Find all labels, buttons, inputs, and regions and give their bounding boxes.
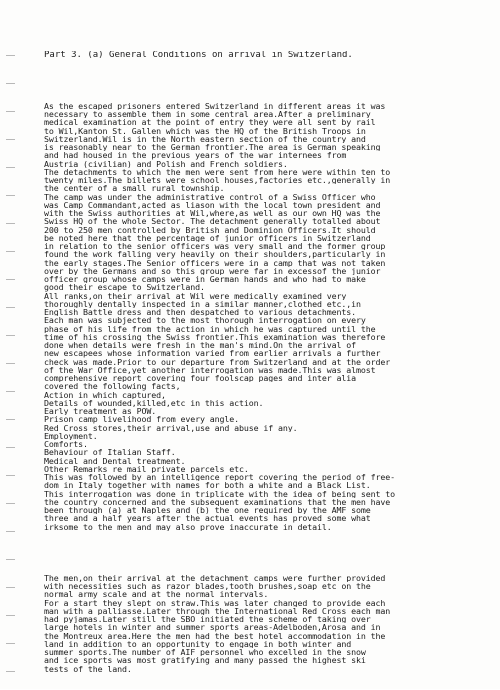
- text-line: For a start they slept on straw.This was later changed to provide each: [44, 598, 386, 607]
- text-line: This interrogation was done in triplicate with the idea of being sent to: [44, 489, 396, 498]
- margin-tick: [6, 55, 15, 56]
- text-line: Swiss HQ of the whole Sector. The detachment generally totalled about: [44, 217, 381, 226]
- text-line: new escapees whose information varied from earlier arrivals a further: [44, 349, 381, 358]
- margin-tick: [6, 475, 15, 476]
- margin-tick: [6, 139, 15, 140]
- margin-tick: [6, 559, 15, 560]
- text-line: with necessities such as razor blades,tooth brushes,soap etc on the: [44, 582, 371, 591]
- text-line: been through (a) at Naples and (b) the one required by the AMF some: [44, 506, 371, 515]
- text-line: Switzerland.Wil is in the North eastern section of the country and: [44, 134, 366, 143]
- margin-tick: [6, 587, 15, 588]
- text-line: Austria (civilian) and Polish and French soldiers.: [44, 159, 288, 168]
- text-line: the center of a small rural township.: [44, 184, 225, 193]
- text-line: check was made.Prior to our departure from Switzerland and at the order: [44, 357, 391, 366]
- text-line: The men,on their arrival at the detachment camps were further provided: [44, 573, 386, 582]
- text-line: All ranks,on their arrival at Wil were medically examined very: [44, 291, 347, 300]
- text-line: Behaviour of Italian Staff.: [44, 448, 176, 457]
- text-line: necessary to assemble them in some central area.After a preliminary: [44, 110, 371, 119]
- text-line: and had housed in the previous years of the war internees from: [44, 151, 347, 160]
- text-line: the early stages.The Senior officers were in a camp that was not taken: [44, 258, 386, 267]
- typed-text: [44, 34, 490, 689]
- text-line: large hotels in winter and summer sports areas-Adelboden,Arosa and in: [44, 623, 381, 632]
- text-line: medical examination at the point of entry they were all sent by rail: [44, 118, 376, 127]
- text-line: Red Cross stores,their arrival,use and abuse if any.: [44, 423, 298, 432]
- text-line: the country concerned and the subsequent examinations that the men have: [44, 497, 391, 506]
- text-line: was Camp Commandant,acted as liason with the local town president and: [44, 200, 381, 209]
- text-line: comprehensive report covering four foolscap pages and inter alia: [44, 374, 357, 383]
- text-line: Other Remarks re mail private parcels etc.: [44, 464, 249, 473]
- text-line: three and a half years after the actual events has proved some what: [44, 514, 371, 523]
- text-line: English Battle dress and then despatched to various detachments.: [44, 308, 357, 317]
- text-line: tests of the land.: [44, 664, 132, 673]
- margin-tick: [6, 503, 15, 504]
- block-gap: [44, 547, 490, 557]
- margin-tick: [6, 447, 15, 448]
- text-line: done when details were fresh in the man's mind.On the arrival of: [44, 341, 357, 350]
- text-line: This was followed by an intelligence report covering the period of free-: [44, 473, 396, 482]
- text-line: The camp was under the administrative control of a Swiss Officer who: [44, 192, 376, 201]
- text-line: time of his crossing the Swiss frontier.This examination was therefore: [44, 332, 386, 341]
- text-line: irksome to the men and may also prove inaccurate in detail.: [44, 522, 332, 531]
- margin-tick: [6, 335, 15, 336]
- section-heading: Part 3. (a) General Conditions on arrival in Switzerland.: [44, 50, 353, 59]
- margin-tick: [6, 251, 15, 252]
- text-line: be noted here that the percentage of junior officers in Switzerland: [44, 233, 371, 242]
- text-line: 200 to 250 men controlled by British and Dominion Officers.It should: [44, 225, 376, 234]
- text-line: Details of wounded,killed,etc in this action.: [44, 398, 264, 407]
- text-line: Comforts.: [44, 440, 88, 449]
- text-line: twenty miles.The billets were school houses,factories etc.,generally in: [44, 176, 391, 185]
- margin-tick: [6, 391, 15, 392]
- margin-tick: [6, 531, 15, 532]
- text-line: with the Swiss authorities at Wil,where,as well as our own HQ was the: [44, 209, 381, 218]
- text-line: found the work falling very heavily on their shoulders,particularly in: [44, 250, 386, 259]
- text-line: the Montreux area.Here the men had the best hotel accommodation in the: [44, 631, 386, 640]
- margin-tick: [6, 195, 15, 196]
- margin-tick: [6, 83, 15, 84]
- text-line: summer sports.The number of AIF personnel who excelled in the snow: [44, 648, 366, 657]
- margin-tick: [6, 307, 15, 308]
- text-line: land in addition to an opportunity to engage in both winter and: [44, 639, 352, 648]
- text-line: good their escape to Switzerland.: [44, 283, 205, 292]
- margin-tick: [6, 223, 15, 224]
- text-line: in relation to the senior officers was very small and the former group: [44, 242, 386, 251]
- heading-gap: [44, 75, 490, 85]
- text-line: of the War Office,yet another interrogation was made.This was almost: [44, 365, 376, 374]
- text-line: phase of his life from the action in which he was captured until the: [44, 324, 376, 333]
- paragraph-block-1: [44, 102, 490, 531]
- text-line: As the escaped prisoners entered Switzerland in different areas it was: [44, 101, 386, 110]
- text-line: normal army scale and at the normal intervals.: [44, 590, 269, 599]
- margin-tick: [6, 419, 15, 420]
- margin-tick: [6, 279, 15, 280]
- text-line: Medical and Dental treatment.: [44, 456, 186, 465]
- margin-tick: [6, 643, 15, 644]
- text-line: Early treatment as POW.: [44, 407, 157, 416]
- left-margin-marks: [0, 0, 40, 689]
- margin-tick: [6, 671, 15, 672]
- text-line: Each man was subjected to the most thorough interrogation on every: [44, 316, 366, 325]
- text-line: covered the following facts,: [44, 382, 181, 391]
- margin-tick: [6, 111, 15, 112]
- text-line: Action in which captured,: [44, 390, 166, 399]
- text-line: had pyjamas.Later still the SBO initiated the scheme of taking over: [44, 615, 371, 624]
- text-line: officer group whose camps were in German hands and who had to make: [44, 275, 366, 284]
- text-line: Employment.: [44, 431, 98, 440]
- text-line: to Wil,Kanton St. Gallen which was the HQ of the British Troops in: [44, 126, 366, 135]
- text-line: The detachments to which the men were sent from here were within ten to: [44, 167, 391, 176]
- text-line: and ice sports was most gratifying and many passed the highest ski: [44, 656, 366, 665]
- margin-tick: [6, 363, 15, 364]
- margin-tick: [6, 167, 15, 168]
- margin-tick: [6, 615, 15, 616]
- text-line: Prison camp livelihood from every angle.: [44, 415, 240, 424]
- text-line: man with a palliasse.Later through the International Red Cross each man: [44, 606, 391, 615]
- text-line: dom in Italy together with names for both a white and a Black List.: [44, 481, 371, 490]
- text-line: over by the Germans and so this group were far in excessof the junior: [44, 266, 381, 275]
- text-line: thoroughly dentally inspected in a similar manner,clothed etc.,in: [44, 299, 361, 308]
- paragraph-block-2: [44, 574, 490, 673]
- text-line: is reasonably near to the German frontier.The area is German speaking: [44, 143, 381, 152]
